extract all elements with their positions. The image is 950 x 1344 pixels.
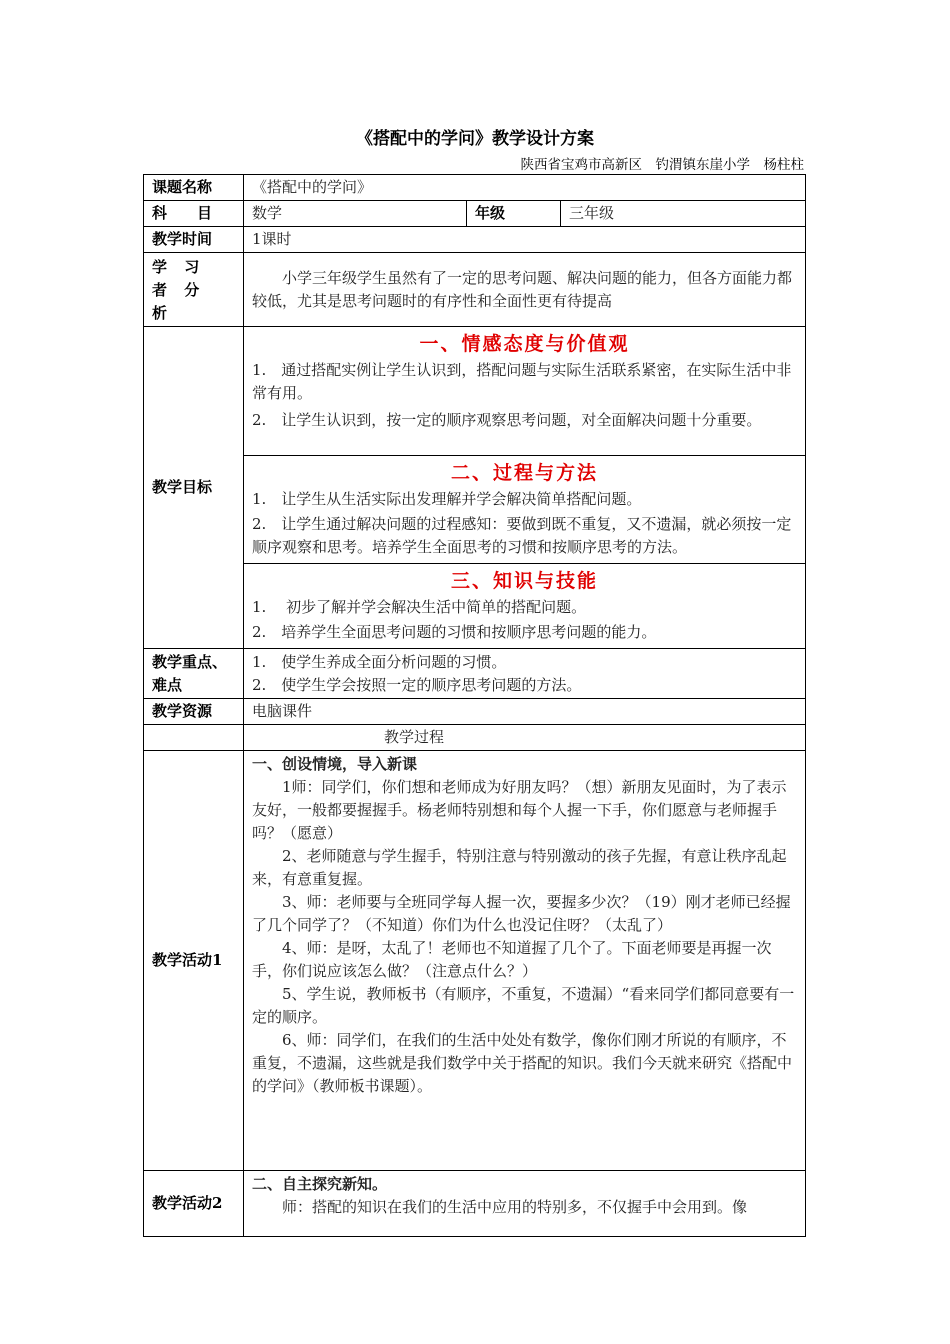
activity2-content bbox=[244, 1171, 806, 1237]
goal-1-item-2: 2. 让学生认识到，按一定的顺序观察思考问题，对全面解决问题十分重要。 bbox=[252, 411, 762, 429]
goal-2-item-2: 2. 让学生通过解决问题的过程感知：要做到既不重复，又不遗漏，就必须按一定顺序观察和思考。培养学生全面思考的习惯和按顺序思考的方法。 bbox=[252, 515, 792, 556]
subject-value: 数学 bbox=[244, 201, 467, 227]
activity1-content bbox=[244, 751, 806, 1171]
row-keypoints bbox=[144, 649, 806, 699]
time-value: 1课时 bbox=[244, 227, 806, 253]
resources-label: 教学资源 bbox=[144, 699, 244, 725]
keypoint-1: 1. 使学生养成全面分析问题的习惯。 bbox=[252, 652, 507, 671]
goal-2-item-1: 1. 让学生从生活实际出发理解并学会解决简单搭配问题。 bbox=[252, 490, 642, 508]
row-time bbox=[144, 227, 806, 253]
row-process bbox=[144, 725, 806, 751]
goals-label: 教学目标 bbox=[144, 327, 244, 649]
goal-1-item-1: 1. 通过搭配实例让学生认识到，搭配问题与实际生活联系紧密，在实际生活中非常有用。 bbox=[252, 361, 792, 402]
learner-value: 小学三年级学生虽然有了一定的思考问题、解决问题的能力，但各方面能力都较低，尤其是思考问题时的有序性和全面性更有待提高 bbox=[244, 253, 806, 327]
activity1-heading: 一、创设情境，导入新课 bbox=[252, 755, 418, 773]
activity1-para-3: 3、师：老师要与全班同学每人握一次，要握多少次？（19）刚才老师已经握了几个同学了？（不知道）你们为什么也没记住呀？（太乱了） bbox=[252, 893, 791, 934]
activity1-para-6: 6、师：同学们，在我们的生活中处处有数学，像你们刚才所说的有顺序，不重复，不遗漏，这些就是我们数学中关于搭配的知识。我们今天就来研究《搭配中的学问》（教师板书课题）。 bbox=[252, 1031, 793, 1095]
subject-label: 科 目 bbox=[144, 201, 244, 227]
lesson-plan-table bbox=[143, 174, 806, 1237]
time-label: 教学时间 bbox=[144, 227, 244, 253]
topic-label: 课题名称 bbox=[144, 175, 244, 201]
keypoints-label: 教学重点、难点 bbox=[144, 649, 244, 699]
goal-3-item-1: 1. 初步了解并学会解决生活中简单的搭配问题。 bbox=[252, 598, 587, 616]
goal-heading-2: 二、过程与方法 bbox=[450, 462, 598, 484]
row-activity-1 bbox=[144, 751, 806, 1171]
goals-content bbox=[244, 327, 806, 649]
grade-value: 三年级 bbox=[561, 201, 806, 227]
activity2-heading: 二、自主探究新知。 bbox=[252, 1175, 388, 1193]
activity1-para-2: 2、老师随意与学生握手，特别注意与特别激动的孩子先握，有意让秩序乱起来，有意重复握。 bbox=[252, 847, 787, 888]
learner-label: 学 习 者 分 析 bbox=[144, 253, 244, 327]
goal-3-item-2: 2. 培养学生全面思考问题的习惯和按顺序思考问题的能力。 bbox=[252, 623, 657, 641]
activity1-para-5: 5、学生说，教师板书（有顺序，不重复，不遗漏）“看来同学们都同意要有一定的顺序。 bbox=[252, 985, 795, 1026]
grade-label: 年级 bbox=[467, 201, 561, 227]
activity1-label: 教学活动1 bbox=[144, 751, 244, 1171]
row-topic bbox=[144, 175, 806, 201]
row-subject bbox=[144, 201, 806, 227]
row-activity-2 bbox=[144, 1171, 806, 1237]
resources-value: 电脑课件 bbox=[244, 699, 806, 725]
process-label bbox=[144, 725, 244, 751]
keypoint-2: 2. 使学生学会按照一定的顺序思考问题的方法。 bbox=[252, 675, 582, 694]
goal-heading-1: 一、情感态度与价值观 bbox=[419, 333, 630, 355]
activity1-para-4: 4、师：是呀，太乱了！老师也不知道握了几个了。下面老师要是再握一次手，你们说应该怎么做？（注意点什么？） bbox=[252, 939, 772, 980]
page-title: 《搭配中的学问》教学设计方案 bbox=[356, 129, 594, 149]
activity2-label: 教学活动2 bbox=[144, 1171, 244, 1237]
row-goals bbox=[144, 327, 806, 649]
process-value: 教学过程 bbox=[244, 725, 806, 751]
row-resources bbox=[144, 699, 806, 725]
goal-heading-3: 三、知识与技能 bbox=[450, 570, 598, 592]
activity2-para-1: 师：搭配的知识在我们的生活中应用的特别多，不仅握手中会用到。像 bbox=[282, 1198, 748, 1216]
keypoints-content bbox=[244, 649, 806, 699]
topic-value: 《搭配中的学问》 bbox=[244, 175, 806, 201]
activity1-para-1: 1师：同学们，你们想和老师成为好朋友吗？（想）新朋友见面时，为了表示友好，一般都要握握手。杨老师特别想和每个人握一下手，你们愿意与老师握手吗？（愿意） bbox=[252, 778, 787, 842]
author-line: 陕西省宝鸡市高新区 钓渭镇东崖小学 杨柱柱 bbox=[520, 157, 804, 173]
row-learner bbox=[144, 253, 806, 327]
